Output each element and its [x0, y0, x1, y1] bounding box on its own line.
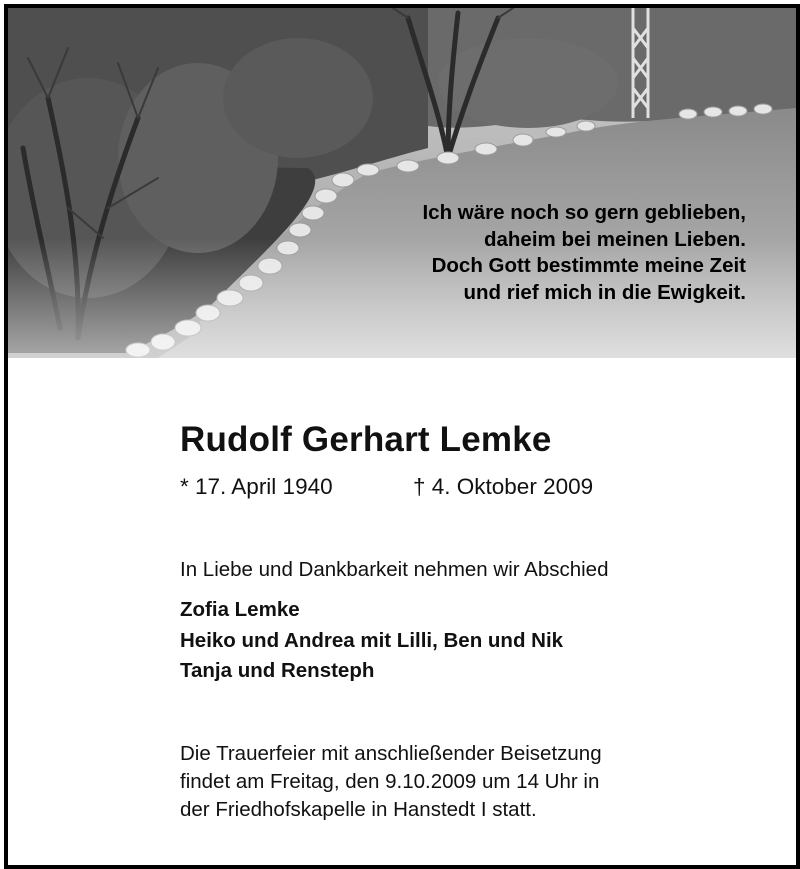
birth-date: * 17. April 1940 [180, 474, 333, 499]
farewell-intro: In Liebe und Dankbarkeit nehmen wir Abschied [180, 558, 609, 581]
memorial-poem [422, 200, 746, 306]
poem-line: und rief mich in die Ewigkeit. [463, 280, 746, 304]
poem-line: Doch Gott bestimmte meine Zeit [431, 254, 746, 277]
death-date: † 4. Oktober 2009 [413, 474, 594, 499]
deceased-name: Rudolf Gerhart Lemke [180, 420, 552, 459]
mourner-name: Tanja und Rensteph [180, 659, 375, 682]
mourners-list [180, 595, 563, 687]
poem-line: daheim bei meinen Lieben. [483, 227, 746, 251]
funeral-line: der Friedhofskapelle in Hanstedt I statt. [180, 798, 537, 821]
obituary-frame [4, 4, 800, 869]
funeral-line: findet am Freitag, den 9.10.2009 um 14 Uhr in [180, 770, 600, 793]
mourner-name: Heiko und Andrea mit Lilli, Ben und Nik [180, 628, 564, 652]
mourner-name: Zofia Lemke [180, 598, 300, 621]
funeral-line: Die Trauerfeier mit anschließender Beisetzung [180, 742, 602, 765]
funeral-notice [180, 740, 602, 824]
poem-line: Ich wäre noch so gern geblieben, [422, 201, 746, 224]
